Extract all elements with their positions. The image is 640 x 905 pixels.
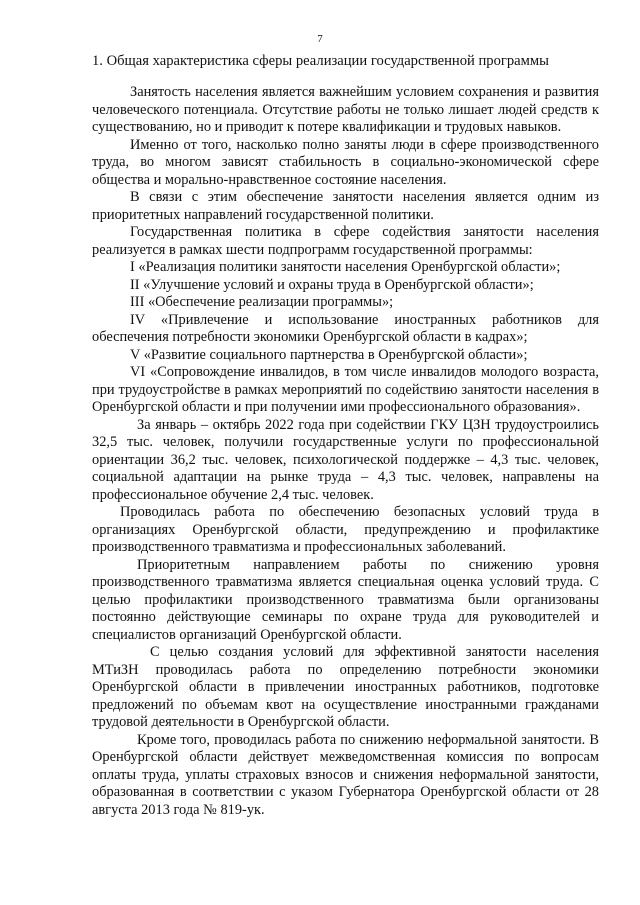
- paragraph: Именно от того, насколько полно заняты люди в сфере производственного труда, во многом зависят стабильность в социально-экономической сфере общества и морально-нравственное состояние населения.: [92, 136, 599, 188]
- subprogram-item: II «Улучшение условий и охраны труда в Оренбургской области»;: [130, 276, 534, 293]
- paragraph: С целью создания условий для эффективной занятости населения МТиЗН проводилась работа по определению потребности экономики Оренбургской области в привлечении иностранных работников, подготовке предложений по объемам квот на осуществление иностранными гражданами трудовой деятельности в Оренбургской области.: [92, 644, 599, 730]
- subprogram-item: III «Обеспечение реализации программы»;: [130, 294, 394, 310]
- paragraph: Государственная политика в сфере содействия занятости населения реализуется в рамках шести подпрограмм государственной программы:: [92, 224, 599, 258]
- subprogram-item: IV «Привлечение и использование иностранных работников для обеспечения потребности экономики Оренбургской области в кадрах»;: [92, 311, 599, 345]
- section-heading: 1. Общая характеристика сферы реализации государственной программы: [92, 53, 549, 69]
- paragraph: Кроме того, проводилась работа по снижению неформальной занятости. В Оренбургской области действует межведомственная комиссия по вопросам оплаты труда, уплаты страховых взносов и снижения неформальной занятости, образованная в соответствии с указом Губернатора Оренбургской области от 28 августа 2013 года № 819-ук.: [92, 731, 599, 818]
- paragraph: Занятость населения является важнейшим условием сохранения и развития человеческого потенциала. Отсутствие работы не только лишает людей средств к существованию, но и приводит к потере квалификации и трудовых навыков.: [92, 84, 599, 135]
- paragraph: Приоритетным направлением работы по снижению уровня производственного травматизма является специальная оценка условий труда. С целью профилактики производственного травматизма были организованы постоянно действующие семинары по охране труда для руководителей и специалистов организаций Оренбургской области.: [92, 556, 599, 643]
- paragraph: За январь – октябрь 2022 года при содействии ГКУ ЦЗН трудоустроились 32,5 тыс. человек, получили государственные услуги по профессиональной ориентации 36,2 тыс. человек, психологической поддержке – 4,3 тыс. человек, социальной адаптации на рынке труда – 4,3 тыс. человек, направлены на профессиональное обучение 2,4 тыс. человек.: [92, 416, 599, 503]
- document-body: [92, 84, 599, 819]
- paragraph: Проводилась работа по обеспечению безопасных условий труда в организациях Оренбургской области, предупреждению и профилактике производственного травматизма и профессиональных заболеваний.: [92, 504, 599, 555]
- subprogram-item: VI «Сопровождение инвалидов, в том числе инвалидов молодого возраста, при трудоустройстве в рамках мероприятий по содействию занятости населения в Оренбургской области и при получении ими профессионального образования».: [92, 364, 599, 415]
- subprogram-item: V «Развитие социального партнерства в Оренбургской области»;: [130, 346, 528, 363]
- paragraph: В связи с этим обеспечение занятости населения является одним из приоритетных направлений государственной политики.: [92, 189, 599, 223]
- page-number: 7: [317, 33, 323, 45]
- subprogram-item: I «Реализация политики занятости населения Оренбургской области»;: [130, 259, 561, 275]
